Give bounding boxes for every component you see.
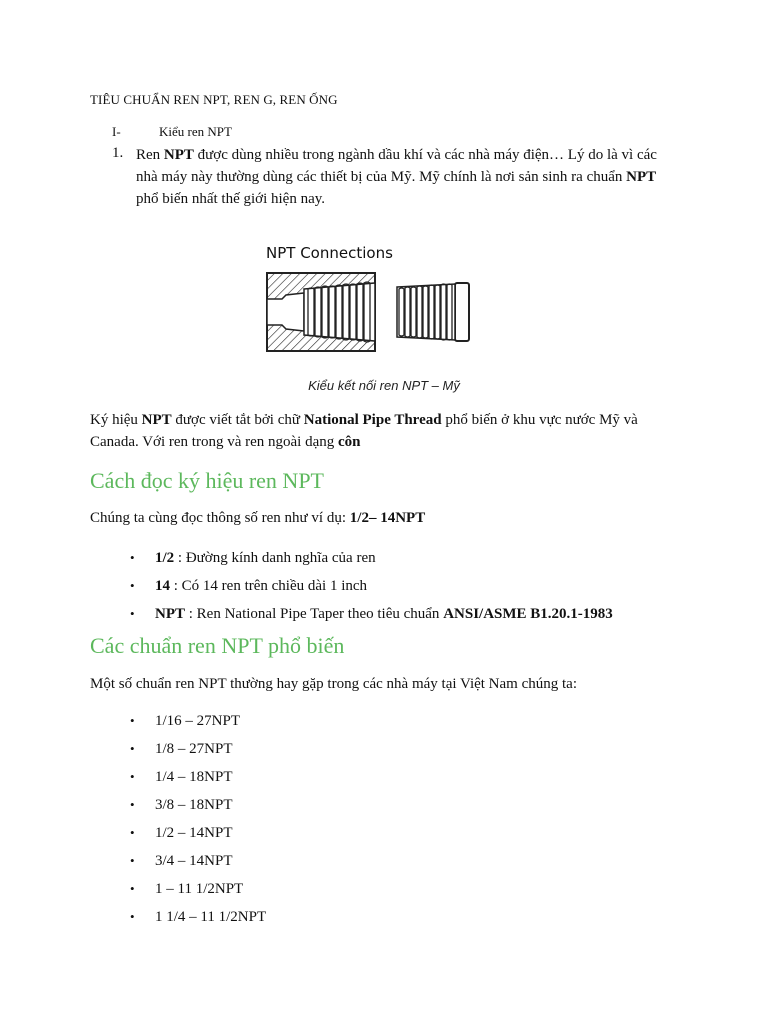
- list-item: • NPT : Ren National Pipe Taper theo tiêu chuẩn ANSI/ASME B1.20.1-1983: [130, 604, 613, 632]
- npt-definition-paragraph: Ký hiệu NPT được viết tắt bởi chữ National Pipe Thread phổ biến ở khu vực nước Mỹ và Canada. Với ren trong và ren ngoài dạng côn: [90, 412, 638, 450]
- common-npt-intro: Một số chuẩn ren NPT thường hay gặp trong các nhà máy tại Việt Nam chúng ta:: [90, 676, 577, 692]
- common-npt-list: [130, 711, 266, 935]
- list-item: • 1 – 11 1/2NPT: [130, 879, 266, 907]
- npt-connections-figure: [262, 243, 502, 359]
- list-item: • 1/16 – 27NPT: [130, 711, 266, 739]
- heading-read-npt: Cách đọc ký hiệu ren NPT: [90, 468, 324, 493]
- list-number: 1.: [112, 145, 124, 161]
- list-item: • 1/8 – 27NPT: [130, 739, 266, 767]
- figure-caption: Kiểu kết nối ren NPT – Mỹ: [308, 378, 460, 393]
- male-fitting-drawing: [397, 283, 469, 341]
- list-item: • 3/8 – 18NPT: [130, 795, 266, 823]
- document-title: TIÊU CHUẨN REN NPT, REN G, REN ỐNG: [90, 92, 338, 107]
- list-item: • 1/2 : Đường kính danh nghĩa của ren: [130, 548, 613, 576]
- female-fitting-drawing: [267, 273, 375, 351]
- list-item: • 1/2 – 14NPT: [130, 823, 266, 851]
- example-paragraph: Chúng ta cùng đọc thông số ren như ví dụ: 1/2– 14NPT: [90, 510, 426, 526]
- item1-paragraph: Ren NPT được dùng nhiều trong ngành dầu khí và các nhà máy điện… Lý do là vì các nhà máy này thường dùng các thiết bị của Mỹ. Mỹ chính là nơi sản sinh ra chuẩn NPT phổ biến nhất thế giới hiện nay.: [136, 147, 657, 207]
- list-item: • 1 1/4 – 11 1/2NPT: [130, 907, 266, 935]
- heading-common-npt: Các chuẩn ren NPT phổ biến: [90, 633, 345, 658]
- list-item: • 14 : Có 14 ren trên chiều dài 1 inch: [130, 576, 613, 604]
- section-number: I-: [112, 124, 121, 139]
- figure-title: NPT Connections: [266, 244, 393, 262]
- list-item: • 3/4 – 14NPT: [130, 851, 266, 879]
- npt-meaning-list: [130, 548, 613, 632]
- list-item: • 1/4 – 18NPT: [130, 767, 266, 795]
- section-label: Kiểu ren NPT: [159, 124, 232, 139]
